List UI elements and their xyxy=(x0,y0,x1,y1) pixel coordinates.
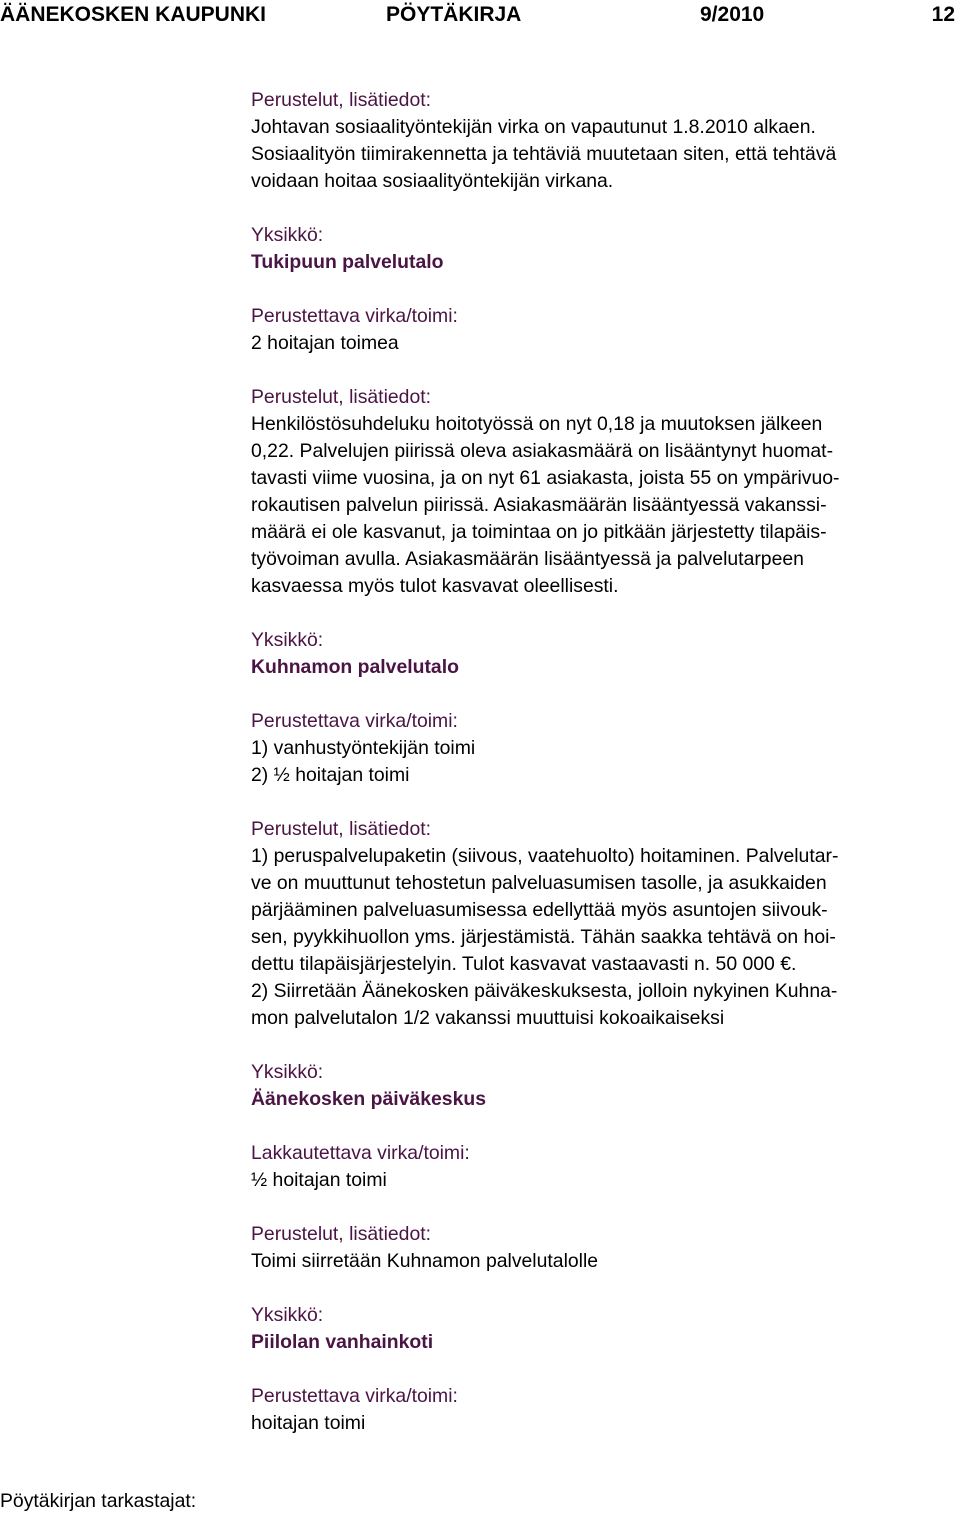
document-type: PÖYTÄKIRJA xyxy=(386,3,522,26)
unit-label: Yksikkö: xyxy=(251,1304,324,1326)
organization-name: ÄÄNEKOSKEN KAUPUNKI xyxy=(0,3,267,26)
footer-reviewers-label: Pöytäkirjan tarkastajat: xyxy=(0,1490,197,1512)
unit-name: Piilolan vanhainkoti xyxy=(251,1331,434,1353)
position-line: 2 hoitajan toimea xyxy=(251,332,399,354)
position-line: ½ hoitajan toimi xyxy=(251,1169,387,1191)
section-paivakeskus xyxy=(251,1059,951,1275)
section-intro xyxy=(251,87,951,195)
section-kuhnamo xyxy=(251,627,951,1032)
position-line: hoitajan toimi xyxy=(251,1412,366,1434)
unit-name: Äänekosken päiväkeskus xyxy=(251,1088,486,1110)
body-line: dettu tilapäisjärjestelyin. Tulot kasvavat vastaavasti n. 50 000 €. xyxy=(251,953,797,975)
body-line: Toimi siirretään Kuhnamon palvelutalolle xyxy=(251,1250,599,1272)
position-line: 1) vanhustyöntekijän toimi xyxy=(251,737,476,759)
body-line: pärjääminen palveluasumisessa edellyttää myös asuntojen siivouk- xyxy=(251,899,828,921)
reason-label: Perustelut, lisätiedot: xyxy=(251,818,431,840)
position-label: Lakkautettava virka/toimi: xyxy=(251,1142,470,1164)
body-line: kasvaessa myös tulot kasvavat oleellisesti. xyxy=(251,575,619,597)
reason-label: Perustelut, lisätiedot: xyxy=(251,89,431,111)
body-line: Henkilöstösuhdeluku hoitotyössä on nyt 0,18 ja muutoksen jälkeen xyxy=(251,413,823,435)
position-line: 2) ½ hoitajan toimi xyxy=(251,764,410,786)
unit-label: Yksikkö: xyxy=(251,224,324,246)
page-header xyxy=(0,0,960,30)
body-line: 1) peruspalvelupaketin (siivous, vaatehuolto) hoitaminen. Palvelutar- xyxy=(251,845,839,867)
reason-label: Perustelut, lisätiedot: xyxy=(251,1223,431,1245)
unit-name: Kuhnamon palvelutalo xyxy=(251,656,459,678)
body-line: 2) Siirretään Äänekosken päiväkeskuksesta, jolloin nykyinen Kuhna- xyxy=(251,980,838,1002)
document-body xyxy=(251,87,951,1437)
reason-label: Perustelut, lisätiedot: xyxy=(251,386,431,408)
body-line: rokautisen palvelun piirissä. Asiakasmäärän lisääntyessä vakanssi- xyxy=(251,494,827,516)
unit-label: Yksikkö: xyxy=(251,1061,324,1083)
body-line: Johtavan sosiaalityöntekijän virka on vapautunut 1.8.2010 alkaen. xyxy=(251,116,816,138)
document-number: 9/2010 xyxy=(700,3,765,26)
body-line: sen, pyykkihuollon yms. järjestämistä. Tähän saakka tehtävä on hoi- xyxy=(251,926,836,948)
section-tukipuu xyxy=(251,222,951,600)
body-line: määrä ei ole kasvanut, ja toimintaa on jo pitkään järjestetty tilapäis- xyxy=(251,521,827,543)
body-line: mon palvelutalon 1/2 vakanssi muuttuisi kokoaikaiseksi xyxy=(251,1007,725,1029)
position-label: Perustettava virka/toimi: xyxy=(251,710,458,732)
section-piilola xyxy=(251,1302,951,1437)
body-line: 0,22. Palvelujen piirissä oleva asiakasmäärä on lisääntynyt huomat- xyxy=(251,440,834,462)
position-label: Perustettava virka/toimi: xyxy=(251,305,458,327)
unit-label: Yksikkö: xyxy=(251,629,324,651)
position-label: Perustettava virka/toimi: xyxy=(251,1385,458,1407)
body-line: työvoiman avulla. Asiakasmäärän lisääntyessä ja palvelutarpeen xyxy=(251,548,804,570)
body-line: ve on muuttunut tehostetun palveluasumisen tasolle, ja asukkaiden xyxy=(251,872,827,894)
page-number: 12 xyxy=(931,3,955,26)
unit-name: Tukipuun palvelutalo xyxy=(251,251,444,273)
body-line: Sosiaalityön tiimirakennetta ja tehtäviä muutetaan siten, että tehtävä xyxy=(251,143,837,165)
body-line: tavasti viime vuosina, ja on nyt 61 asiakasta, joista 55 on ympärivuo- xyxy=(251,467,840,489)
body-line: voidaan hoitaa sosiaalityöntekijän virkana. xyxy=(251,170,614,192)
